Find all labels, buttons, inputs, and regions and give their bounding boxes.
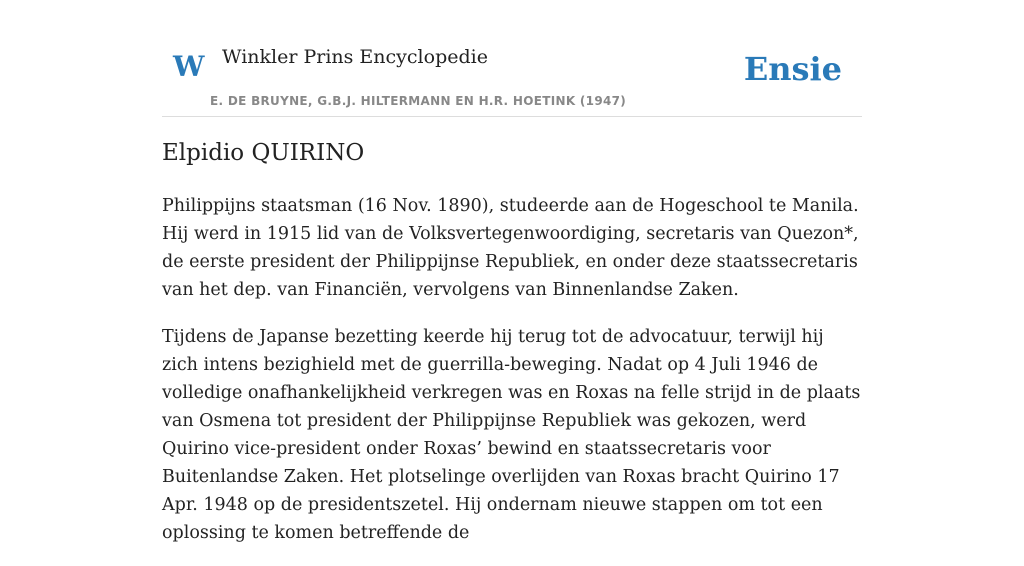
site-header — [162, 0, 862, 117]
winkler-prins-logo-icon[interactable]: W — [173, 50, 205, 83]
article-body — [162, 192, 862, 566]
ensie-logo-link[interactable]: Ensie — [743, 50, 842, 88]
article-paragraph: Philippijns staatsman (16 Nov. 1890), studeerde aan de Hogeschool te Manila. Hij werd in 1915 lid van de Volksvertegenwoordiging, secretaris van Quezon*, de eerste president der Philippijnse Republiek, en onder deze staatssecretaris van het dep. van Financiën, vervolgens van Binnenlandse Zaken. — [162, 196, 859, 300]
article-paragraph: Tijdens de Japanse bezetting keerde hij terug tot de advocatuur, terwijl hij zich intens bezighield met de guerrilla-beweging. Nadat op 4 Juli 1946 de volledige onafhankelijkheid verkregen was en Roxas na felle strijd in de plaats van Osmena tot president der Philippijnse Republiek was gekozen, werd Quirino vice-president onder Roxas’ bewind en staatssecretaris voor Buitenlandse Zaken. Het plotselinge overlijden van Roxas bracht Quirino 17 Apr. 1948 op de presidentszetel. Hij ondernam nieuwe stappen om tot een oplossing te komen betreffende de — [162, 327, 861, 543]
article-title: Elpidio QUIRINO — [162, 140, 365, 166]
source-authors: E. DE BRUYNE, G.B.J. HILTERMANN EN H.R. HOETINK (1947) — [210, 94, 627, 108]
source-title: Winkler Prins Encyclopedie — [222, 46, 488, 68]
